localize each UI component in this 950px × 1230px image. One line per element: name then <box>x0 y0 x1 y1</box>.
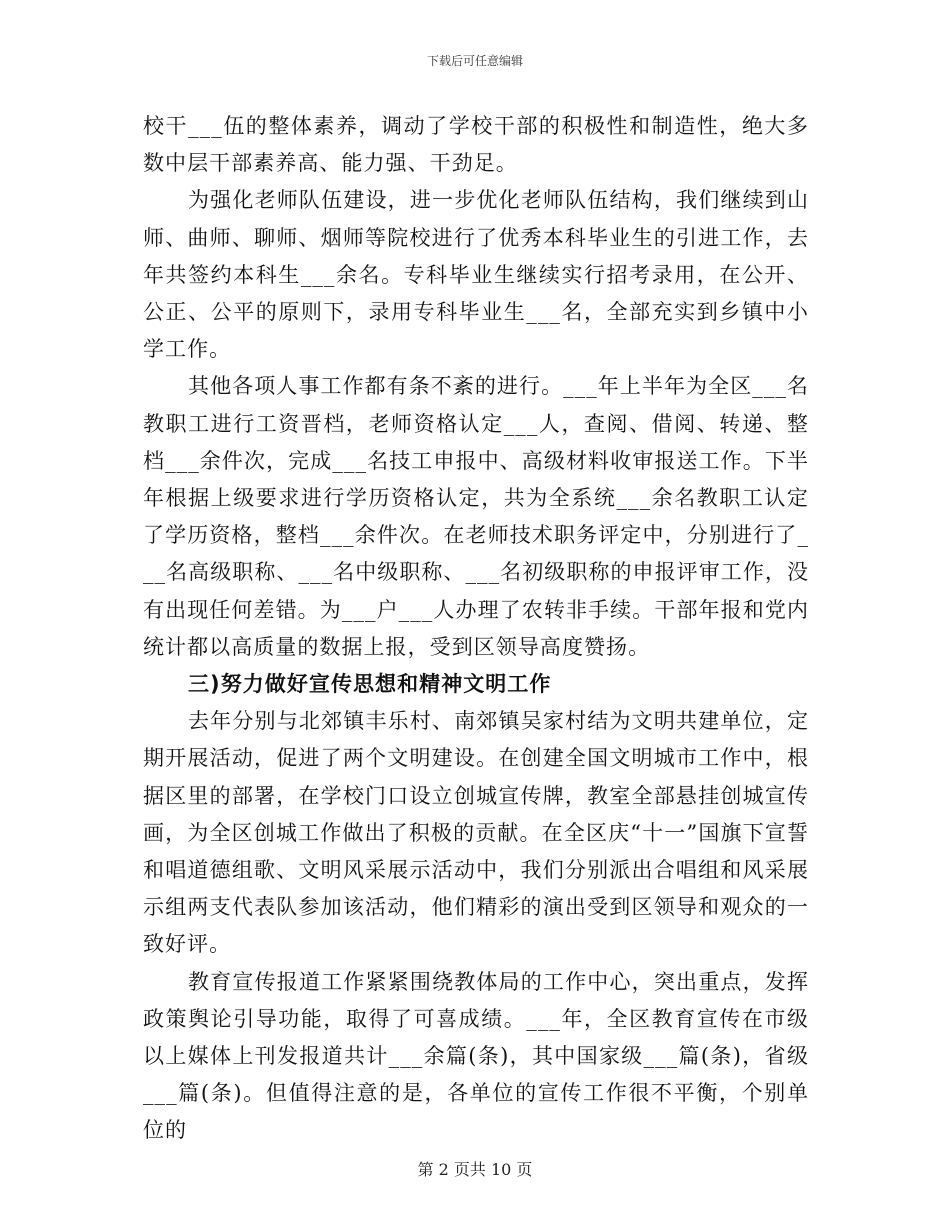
paragraph-civilization-work: 去年分别与北郊镇丰乐村、南郊镇吴家村结为文明共建单位，定期开展活动，促进了两个文明建设。在创建全国文明城市工作中，根据区里的部署，在学校门口设立创城宣传牌，教室全部悬挂创城宣传画，为全区创城工作做出了积极的贡献。在全区庆“十一”国旗下宣誓和唱道德组歌、文明风采展示活动中，我们分别派出合唱组和风采展示组两支代表队参加该活动，他们精彩的演出受到区领导和观众的一致好评。 <box>143 709 809 957</box>
paragraph-cadre-quality: 校干___伍的整体素养，调动了学校干部的积极性和制造性，绝大多数中层干部素养高、能力强、干劲足。 <box>143 114 809 176</box>
paragraph-teacher-recruitment: 为强化老师队伍建设，进一步优化老师队伍结构，我们继续到山师、曲师、聊师、烟师等院校进行了优秀本科毕业生的引进工作，去年共签约本科生___余名。专科毕业生继续实行招考录用，在公开、公正、公平的原则下，录用专科毕业生___名，全部充实到乡镇中小学工作。 <box>143 188 809 362</box>
paragraph-publicity-reporting: 教育宣传报道工作紧紧围绕教体局的工作中心，突出重点，发挥政策舆论引导功能，取得了可喜成绩。___年，全区教育宣传在市级以上媒体上刊发报道共计___余篇(条)，其中国家级___篇(条)，省级___篇(条)。但值得注意的是，各单位的宣传工作很不平衡，个别单位的 <box>143 969 809 1143</box>
page-header: 下载后可任意编辑 <box>426 54 523 68</box>
section-heading: 三)努力做好宣传思想和精神文明工作 <box>188 672 552 697</box>
paragraph-personnel-work: 其他各项人事工作都有条不紊的进行。___年上半年为全区___名教职工进行工资晋档，老师资格认定___人，查阅、借阅、转递、整档___余件次，完成___名技工申报中、高级材料收审报送工作。下半年根据上级要求进行学历资格认定，共为全系统___余名教职工认定了学历资格，整档___余件次。在老师技术职务评定中，分别进行了___名高级职称、___名中级职称、___名初级职称的申报评审工作，没有出现任何差错。为___户___人办理了农转非手续。干部年报和党内统计都以高质量的数据上报，受到区领导高度赞扬。 <box>143 374 809 659</box>
document-body <box>143 108 809 1150</box>
page-footer: 第 2 页共 10 页 <box>417 1160 533 1179</box>
